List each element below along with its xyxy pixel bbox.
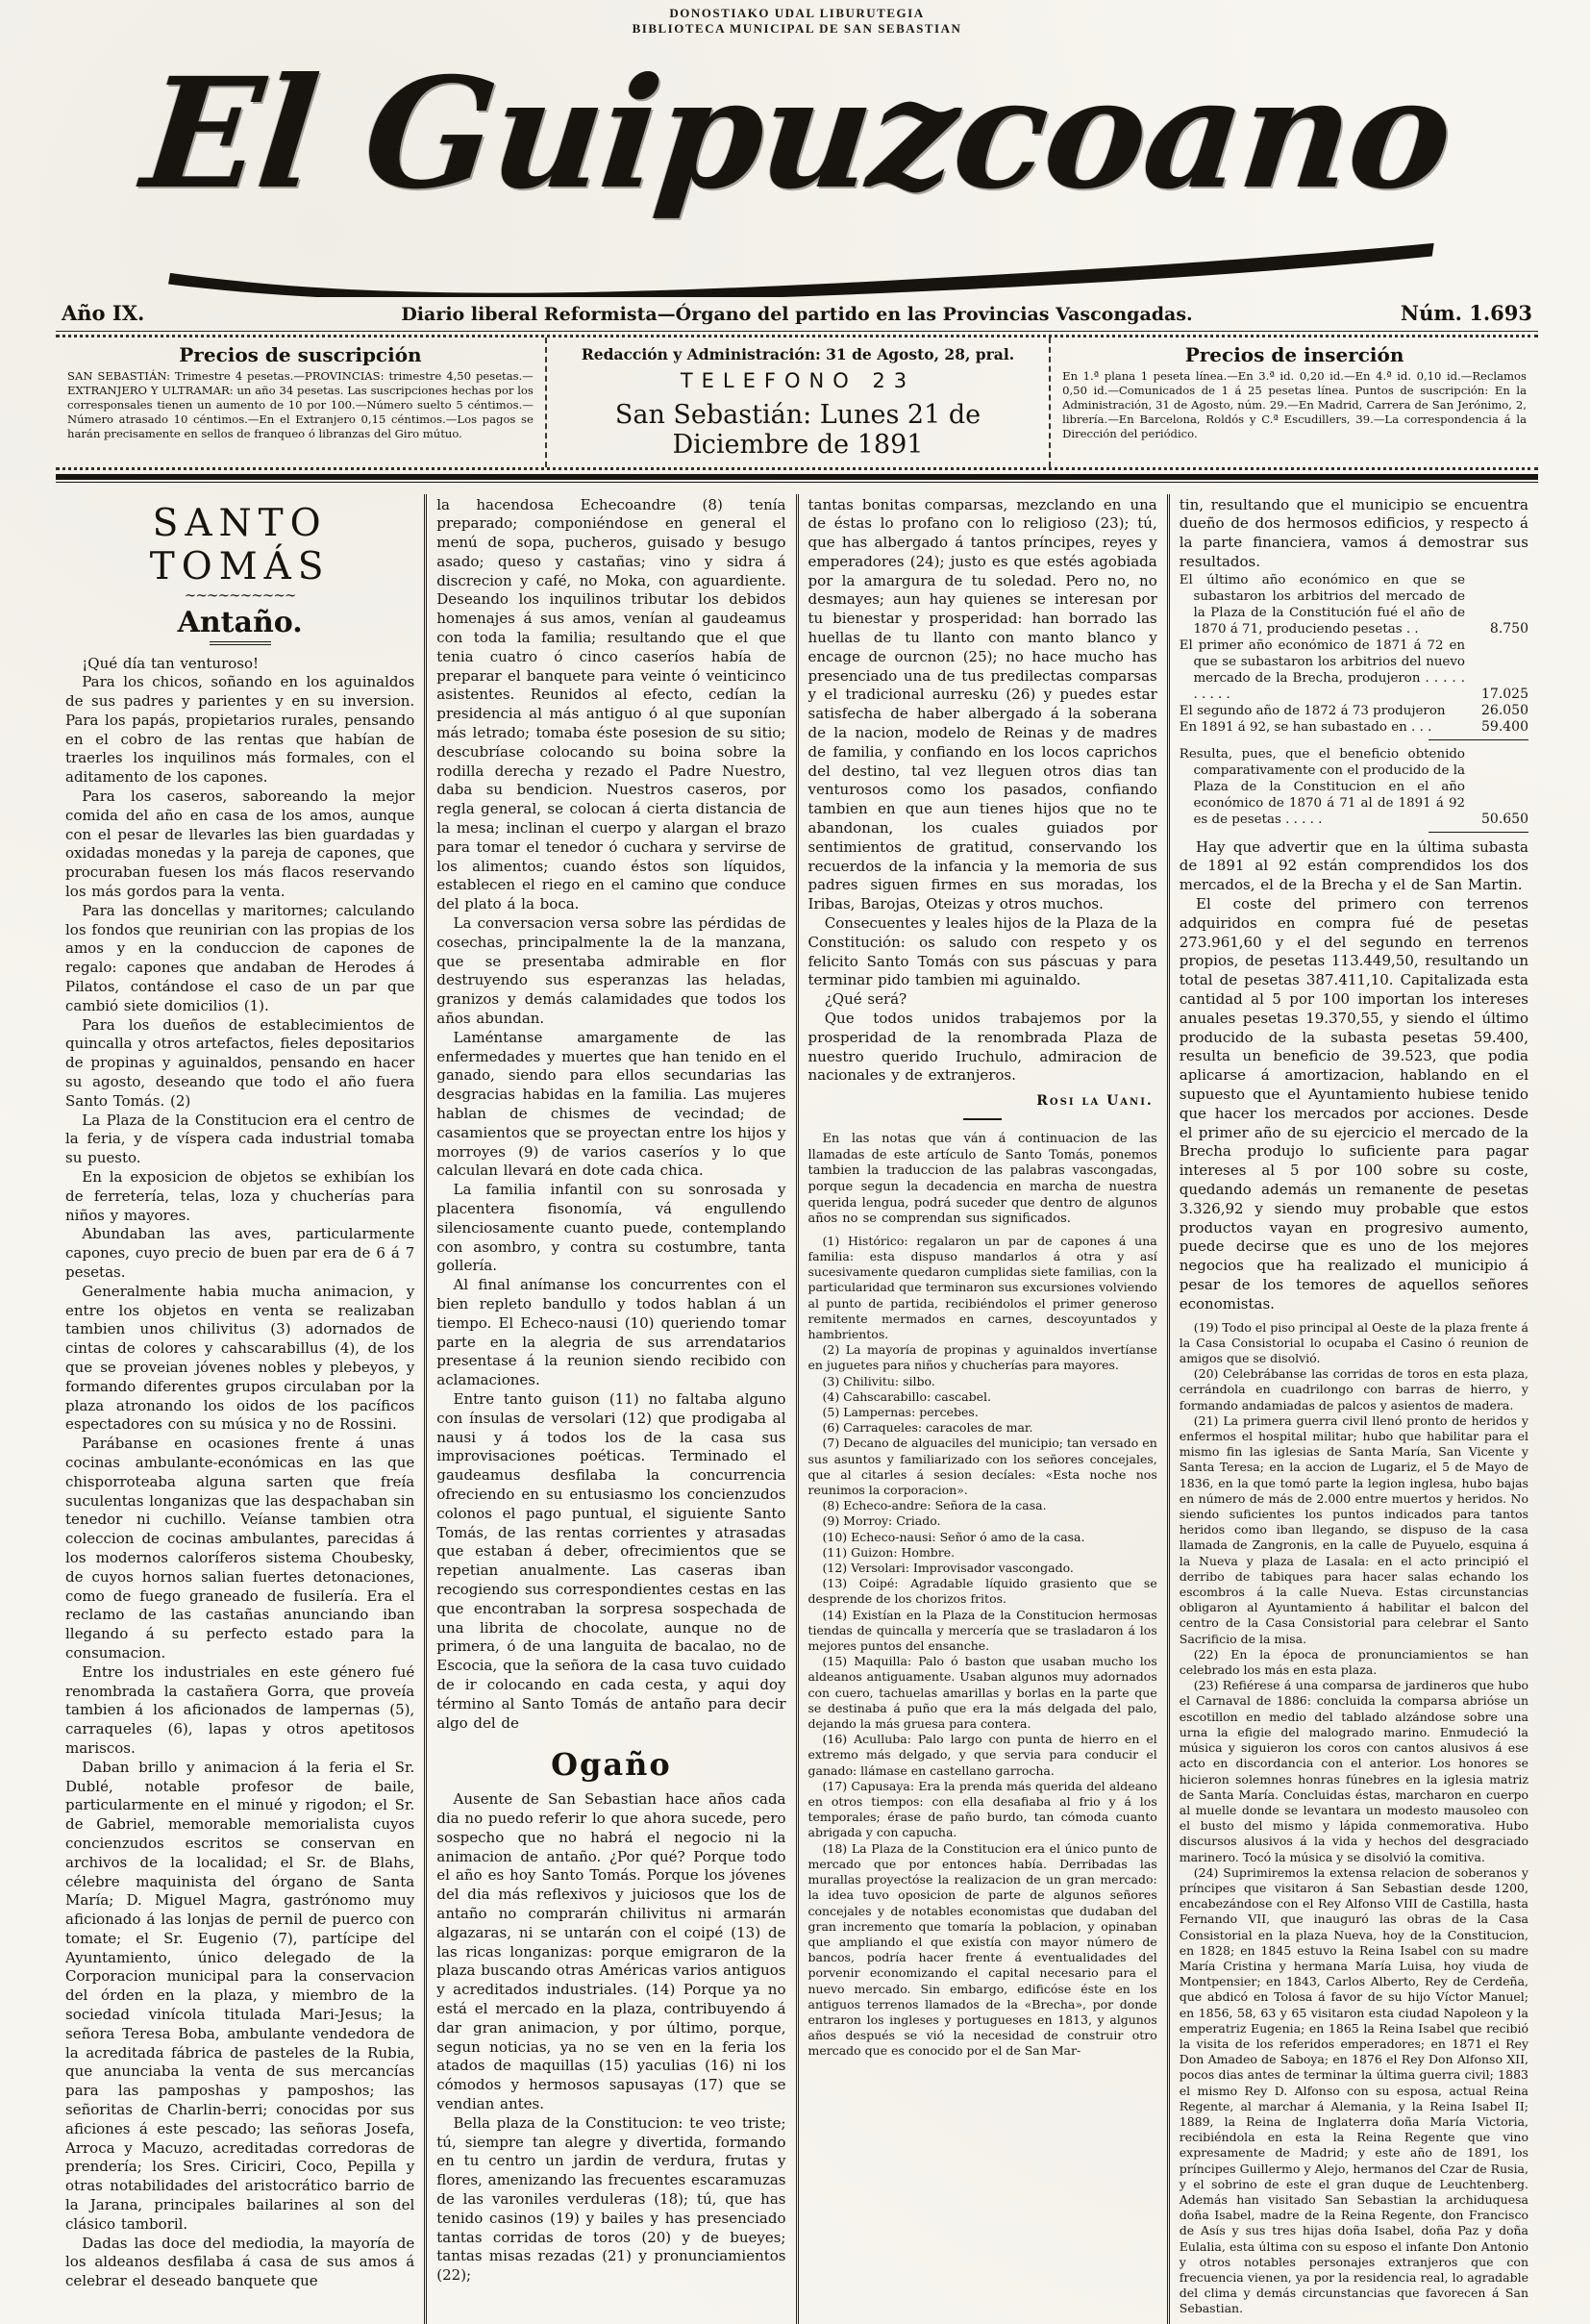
article-paragraph: El coste del primero con terrenos adquiridos en compra fué de pesetas 273.961,60 y el del segundo en terrenos propios, de pesetas 113.449,50, resultando un total de pesetas 387.411,10. Capitalizada esta cantidad al 5 por 100 importan los intereses anuales pesetas 19.370,55, y siendo el último producido de la subasta pesetas 59.400, resulta un beneficio de 39.523, que podia aplicarse á amortizacion, hablando en el supuesto que el Ayuntamiento hubiese tenido que hacer los mercados por acciones. Desde el primer año de su ejercicio el mercado de la Brecha produjo lo suficiente para pagar intereses al 5 por 100 sobre su coste, quedando además un remanente de pesetas 3.326,92 y siendo muy probable que estos productos vayan en progresivo aumento, puede decirse que es uno de los mejores negocios que ha realizado el municipio á pesar de los temores de aquellos señores economistas.: [1179, 895, 1528, 1312]
ledger-amount: 59.400: [1481, 718, 1528, 735]
masthead-rule-thin: [56, 482, 1538, 483]
footnote: (12) Versolari: Improvisador vascongado.: [822, 1561, 1074, 1576]
article-paragraph: Dadas las doce del mediodia, la mayoría de los aldeanos desfilaba á casa de sus amos á celebrar el deseado banquete que: [65, 2234, 415, 2290]
section-heading-ogano: Ogaño: [551, 1746, 672, 1784]
footnote: (11) Guizon: Hombre.: [822, 1544, 956, 1560]
column-4: [1167, 494, 1538, 2324]
header-boxes: [56, 335, 1538, 470]
library-stamp: [56, 6, 1538, 37]
article-paragraph: Parábanse en ocasiones frente á unas cocinas ambulante-económicas en las que chisporroteaba alguna sarten que freía suculentas longanizas que las despachaban sin tenedor ni cuchillo. Veíanse tambien otra coleccion de cocinas ambulantes, parecidas á los modernos caloríferos sistema Choubesky, de cuyos hornos salian fuertes detonaciones, como de fuego graneado de fusilería. Era el reclamo de las castañas anunciando iban llegando á su perfecto estado para la consumacion.: [65, 1435, 415, 1662]
article-paragraph: Al final anímanse los concurrentes con el bien repleto bandullo y todos hablan á un tiempo. El Echeco-nausi (10) queriendo tomar parte en la alegria de sus arrendatarios presentase á la reunion siendo recibido con aclamaciones.: [436, 1276, 786, 1389]
footnote: (24) Suprimiremos la extensa relacion de soberanos y príncipes que visitaron á San Sebastian desde 1200, encabezándose con el Rey Alfonso VIII de Castilla, hasta Fernando VII, que inauguró las obras de la Casa Consistorial en la plaza Nueva, hoy de la Constitucion, en 1828; en 1845 estuvo la Reina Isabel con su madre María Cristina y hermana María Luisa, hoy viuda de Montpensier; en 1843, Carlos Alberto, Rey de Cerdeña, que abdicó en Tolosa á favor de su hijo Víctor Manuel; en 1856, 58, 63 y 65 visitaron esta ciudad Napoleon y la emperatriz Eugenia; en 1865 la Reina Isabel que recibió la visita de los referidos emperadores; en 1871 el Rey Don Amadeo de Saboya; en 1876 el Rey Don Alfonso XII, pocos dias antes de terminar la última guerra civil; 1883 el mismo Rey D. Alfonso con su esposa, actual Reina Regente, al marchar á Alemania, y la Reina Isabel II; 1889, la Reina de Inglaterra doña María Victoria, recibiéndola en esta la Reina Regente que vino expresamente de Madrid; y este año de 1891, los príncipes Guillermo y Alejo, hermanos del Czar de Rusia, y el sobrino de este el gran duque de Leuchtenberg. Además han visitado San Sebastian la archiduquesa doña Isabel, madre de la Reina Regente, don Francisco de Asís y sus tres hijas doña Isabel, doña Paz y doña Eulalia, esta última con su esposo el infante Don Antonio y otros notables personajes extranjeros que con frecuencia vienen, ya por la residencia real, lo agradable del clima y demás circunstancias que favorecen á San Sebastian.: [1179, 1864, 1528, 2316]
article-paragraph: Daban brillo y animacion á la feria el Sr. Dublé, notable profesor de baile, particularmente en el minué y rigodon; el Sr. de Gabriel, memorable memorialista cuyos concienzudos escritos se conservan en archivos de la localidad; el Sr. de Blahs, célebre maquinista del órgano de Santa María; D. Miguel Magra, gastrónomo muy aficionado á las lonjas de pernil de puerco con tomate; el Sr. Eugenio (7), partícipe del Ayuntamiento, único delegado de la Corporacion municipal para la conservacion del órden en la plaza, y miembro de la sociedad vinícola titulada Mari-Jesus; la señora Teresa Boba, ambulante vendedora de la acreditada fábrica de pasteles de la Rubia, que anunciaba la venta de sus mercancías para las pamposhas y pamposhos; las señoritas de Charlin-berri; conocidas por sus aficiones á este pescado; las señoras Josefa, Arroca y Macuzo, acreditadas corredoras de prendería; los Sres. Ciriciri, Coco, Pepilla y otras notabilidades del aristocrático barrio de la Jarana, principales bailarines al son del clásico tamboril.: [65, 1758, 415, 2233]
article-paragraph: Para los caseros, saboreando la mejor comida del año en casa de los amos, aunque con el pesar de llevarles las bien guardadas y oxidadas monedas y la pareja de capones, que procuraban fuesen los más flacos reservando los más gordos para la venta.: [65, 787, 415, 901]
article-paragraph: Entre tanto guison (11) no faltaba alguno con ínsulas de versolari (12) que prodigaba al nausi y á todos los de la casa sus improvisaciones poéticas. Terminado el gaudeamus desfilaba la concurrencia ofreciendo en su entusiasmo los concienzudos colonos el pago puntual, el siguiente Santo Tomás, de las rentas corrientes y atrasadas que estaban á deber, ofrecimientos que se repetian anualmente. Las caseras iban recogiendo sus correspondientes cestas en las que encontraban la sorpresa sospechada de una librita de chocolate, aunque no de primera, ó de una languita de bacalao, no de Escocia, que la señora de la casa tuvo cuidado de ir colocando en cada cesta, y aqui doy término al Santo Tomás de antaño para decir algo del de: [436, 1389, 786, 1732]
article-paragraph: Para los chicos, soñando en los aguinaldos de sus padres y parientes y en su inversion. Para los papás, propietarios rurales, pensando en el cobro de las rentas que habían de traerles los inquilinos más formales, con el aditamento de los capones.: [65, 673, 415, 787]
article-paragraph: la hacendosa Echecoandre (8) tenía preparado; componiéndose en general el menú de sopa, pucheros, guisado y besugo asado; queso y castañas; vino y sidra á discrecion y café, no Moka, con aguardiente. Deseando los inquilinos tributar los debidos homenajes á sus amos, venían al gaudeamus con toda la familia; resultando que el que tenia cuatro ó cinco caseríos había de preparar el banquete para veinte ó veinticinco asistentes. Reunidos al efecto, cedían la presidencia al más antiguo ó al que suponían más letrado; tomaba éste posesion de su sitio; descubríase colocando su boina sobre la rodilla derecha y rezado el Padre Nuestro, daba su bendicion. Nuestros caseros, por regla general, se colocan á cierta distancia de la mesa; inclinan el cuerpo y alargan el brazo para tomar el tenedor ó cuchara y servirse de los alimentos; cuando éstos son líquidos, establecen el riego en el camino que conduce del plato á la boca.: [436, 495, 786, 913]
section-divider: [963, 1118, 1002, 1120]
article-paragraph: Generalmente habia mucha animacion, y entre los objetos en venta se realizaban tambien unos chilivitus (3) adornados de cintas de colores y cahscarabillus (4), de los que se proveian jóvenes nobles y plebeyos, y formando diferentes grupos circulaban por la plaza atronando los oidos de los pacíficos espectadores con su música y no de Rossini.: [65, 1282, 415, 1434]
ledger-text: Resulta, pues, que el beneficio obtenido comparativamente con el producido de la Plaza de la Constitucion en el año económico de 1870 á 71 al de 1891 á 92 es de pesetas . . . . .: [1179, 746, 1465, 827]
ledger-result: [1180, 746, 1528, 828]
ledger-text: El último año económico en que se subastaron los arbitrios del mercado de la Plaza de la Constitución fué el año de 1870 á 71, produciendo pesetas . .: [1179, 572, 1465, 637]
footnotes-block-2: [1180, 1320, 1528, 2317]
footnote: (20) Celebrábanse las corridas de toros en esta plaza, cerrándola en cuadrilongo con barras de hierro, y formando andamiadas de palcos y asientos de madera.: [1179, 1366, 1528, 1412]
ledger-amount: 26.050: [1481, 702, 1528, 718]
admin-box: [545, 337, 1049, 467]
title-flourish-ornament: [142, 241, 1443, 297]
market-revenue-ledger: [1180, 572, 1528, 736]
stamp-line-2: BIBLIOTECA MUNICIPAL DE SAN SEBASTIAN: [632, 21, 962, 37]
col3-body: [808, 496, 1157, 1087]
article-paragraph: Que todos unidos trabajemos por la prosperidad de la renombrada Plaza de nuestro querido Iruchulo, admiracion de nacionales y de extranjeros.: [807, 1010, 1157, 1085]
column-1: [56, 494, 424, 2324]
article-paragraph: Abundaban las aves, particularmente capones, cuyo precio de buen par era de 6 á 7 pesetas.: [65, 1225, 415, 1281]
col1-body: [65, 655, 414, 2292]
footnote: (14) Existían en la Plaza de la Constitucion hermosas tiendas de quincalla y mercería que se trasladaron á los mejores puntos del ensanche.: [807, 1607, 1157, 1654]
ledger-result-rule: [1429, 832, 1528, 833]
article-paragraph: ¡Qué día tan venturoso!: [82, 654, 260, 672]
subhead-rule: [210, 641, 271, 645]
ledger-text: El segundo año de 1872 á 73 produjeron: [1179, 703, 1446, 718]
article-paragraph: ¿Qué será?: [824, 990, 907, 1009]
footnote: (22) En la época de pronunciamientos se han celebrado los más en esta plaza.: [1179, 1646, 1528, 1678]
col2-body-bottom: [436, 1790, 785, 2286]
subscription-body: SAN SEBASTIÁN: Trimestre 4 pesetas.—PROVINCIAS: trimestre 4,50 pesetas.—EXTRANJERO Y ULTRAMAR: un año 34 pesetas. Las suscripciones hechas por los corresponsales tienen un aumento de 10 por 100.—Número suelto 5 céntimos.—Número atrasado 10 céntimos.—En el Extranjero 0,15 céntimos.—Los pagos se harán precisamente en sellos de franqueo ó libranzas del Giro mútuo.: [67, 368, 534, 440]
article-paragraph: En la exposicion de objetos se exhibían los de ferretería, telas, loza y chucherías para niños y mayores.: [65, 1168, 415, 1224]
footnote: (23) Refiérese á una comparsa de jardineros que hubo el Carnaval de 1886: concluida la comparsa abrióse un escotillon en medio del tablado alzándose sobre una urna la efigie del malogrado marino. Enmudeció la música y siguieron los coros con cantos alusivos á ese acto en discordancia con el anterior. Los honores se hicieron solemnes honras fúnebres en la iglesia matriz de Santa María. Concluidas éstas, marcharon en cuerpo al muelle donde se levantara un modesto mausoleo con el busto del mismo y lápida conmemorativa. Hubo discursos alusivos á la vida y hechos del desgraciado marinero. Tocó la música y se disolvió la comitiva.: [1179, 1678, 1528, 1864]
footnote: (18) La Plaza de la Constitucion era el único punto de mercado que por entonces había. Derribadas las murallas proyectóse la realizacion de un gran mercado: la idea tuvo oposicion de parte de algunos señores concejales y de notables economistas que dudaban del gran incremento que tomaría la poblacion, y opinaban que ampliando el que existía con mayor número de bancos, podría hacer frente á eventualidades del porvenir economizando el capital necesario para el nuevo mercado. Sin embargo, edificóse éste en los antiguos terrenos llamados de la «Brecha», por donde entraron los ingleses y portugueses en 1813, y algunos años después se vió la necesidad de construir otro mercado que es conocido por el de San Mar-: [807, 1840, 1157, 2059]
footnote: (5) Lampernas: percebes.: [822, 1405, 979, 1419]
year-label: Año IX.: [62, 300, 145, 325]
translator-note: [808, 1132, 1157, 1228]
article-paragraph: Laméntanse amargamente de las enfermedades y muertes que han tenido en el ganado, siendo para ellos secundarias las desgracias habidas en la familia. Las mujeres hablan de chismes de vecindad; de casamientos que se proyectan entre los hijos y morroyes (9) de varios caseríos y lo que calculan llevará en dote cada chica.: [436, 1028, 786, 1180]
note-paragraph: En las notas que ván á continuacion de las llamadas de este artículo de Santo Tomás, ponemos tambien la traduccion de las palabras vascongadas, porque segun la decadencia en marcha de nuestra querida lengua, podrá suceder que dentro de algunos años no se comprendan sus significados.: [807, 1132, 1157, 1227]
footnote: (2) La mayoría de propinas y aguinaldos invertíanse en juguetes para niños y chucherías para mayores.: [807, 1342, 1157, 1373]
article-headline: SANTO TOMÁS: [149, 501, 331, 588]
article-paragraph: tin, resultando que el municipio se encuentra dueño de dos hermosos edificios, y respecto á la parte financiera, vamos á demostrar sus resultados.: [1179, 495, 1528, 570]
footnote: (1) Histórico: regalaron un par de capones á una familia: esta dispuso mandarlos á otra y así sucesivamente quedaron cumplidas siete familias, con la particularidad que terminaron sus excursiones volviendo al punto de partida, recibiéndolos el primer generoso remitente mermados en carnes, descoyuntados y hambrientos.: [807, 1233, 1157, 1341]
footnote: (19) Todo el piso principal al Oeste de la plaza frente á la Casa Consistorial lo ocupaba el Casino ó reunion de amigos que se disolvió.: [1179, 1319, 1528, 1366]
admin-address: Redacción y Administración: 31 de Agosto, 28, pral.: [581, 344, 1015, 363]
issue-number: Núm. 1.693: [1400, 300, 1532, 325]
col4-body: [1180, 838, 1528, 1314]
article-columns: [56, 494, 1538, 2324]
dateline: San Sebastián: Lunes 21 de Diciembre de 1891: [614, 399, 981, 460]
footnote: (6) Carraqueles: caracoles de mar.: [822, 1420, 1033, 1436]
ledger-sum-rule: [1429, 739, 1528, 740]
article-paragraph: Para las doncellas y maritornes; calculando los fondos que reunirian con las propias de los amos y en la conduccion de capones de regalo: capones que andaban de Herodes á Pilatos, contándose el caso de un par que cambió siete domicilios (1).: [65, 901, 415, 1014]
article-paragraph: La Plaza de la Constitucion era el centro de la feria, y de víspera cada industrial tomaba su puesto.: [65, 1111, 415, 1167]
ledger-result-row: [1180, 746, 1528, 828]
footnote: (17) Capusaya: Era la prenda más querida del aldeano en otros tiempos: con ella desafiaba al frio y á los temporales; érase de paño burdo, tan cómoda cuanto abrigada y con capucha.: [807, 1778, 1157, 1840]
insertion-box: [1049, 337, 1538, 467]
article-paragraph: tantas bonitas comparsas, mezclando en una de éstas lo profano con lo religioso (23); tú, que has albergado á tantos príncipes, reyes y emperadores (24); justo es que estés agobiada por la amargura de tu soledad. Pero no, no desmayes; aun hay quienes se interesan por tu bienestar y prosperidad: han borrado las huellas de tu llanto con manto blanco y encage de ourcnon (25); no hace mucho has presenciado una de tus predilectas comparsas y el tradicional aurresku (26) y puedes estar satisfecha de haber albergado á la soberana de la nacion, modelo de Reinas y de madres de familia, y confiando en los locos caprichos del destino, tal vez lleguen otros dias tan venturosos como los pasados, confiando tambien en que aun tienes hijos que no te abandonan, los cuales guiados por sentimientos de gratitud, conservando los recuerdos de la infancia y la memoria de sus padres siguen firmes en sus moradas, los Iribas, Barojas, Oteizas y otros muchos.: [807, 495, 1157, 913]
subscription-title: Precios de suscripción: [179, 342, 422, 366]
ledger-text: En 1891 á 92, se han subastado en . . .: [1179, 719, 1432, 735]
footnote: (10) Echeco-nausi: Señor ó amo de la casa.: [822, 1529, 1085, 1544]
paper-subtitle: Diario liberal Reformista—Órgano del partido en las Provincias Vascongadas.: [401, 303, 1193, 325]
footnote: (13) Coipé: Agradable líquido grasiento que se desprende de los chorizos fritos.: [807, 1576, 1157, 1607]
col2-body-top: [436, 496, 785, 1734]
article-paragraph: Bella plaza de la Constitucion: te veo triste; tú, siempre tan alegre y divertida, formando en tu centro un jardin de verdura, frutas y flores, amenizando las frecuentes escaramuzas de las varoniles verduleras (18); tú, que has tenido casinos (19) y bailes y has presenciado tantas corridas de toros (20) y de bueyes; tantas misas rezadas (21) y pronunciamientos (22);: [436, 2113, 786, 2285]
footnote: (7) Decano de alguaciles del municipio; tan versado en sus asuntos y familiarizado con los señores concejales, que al citarles á sesion decíales: «Esta noche nos reunimos la corporacion».: [807, 1436, 1157, 1498]
article-paragraph: La conversacion versa sobre las pérdidas de cosechas, principalmente la de la manzana, que se presentaba admirable en flor destruyendo sus esperanzas las heladas, granizos y demás calamidades que todos los años abundan.: [436, 914, 786, 1028]
article-paragraph: Hay que advertir que en la última subasta de 1891 al 92 están comprendidos los dos mercados, el de la Brecha y el de San Martin.: [1179, 837, 1528, 894]
footnote: (15) Maquilla: Palo ó baston que usaban mucho los aldeanos antiguamente. Usaban algunos muy adornados con cuero, tachuelas amarillas y borlas en la parte que se destinaba á puño que era la más delgada del palo, dejando la más gruesa para contera.: [807, 1654, 1157, 1732]
footnote: (16) Aculluba: Palo largo con punta de hierro en el extremo más delgado, y que servia para conducir el ganado: llámase en castellano garrocha.: [807, 1732, 1157, 1778]
article-paragraph: Para los dueños de establecimientos de quincalla y otros artefactos, fieles depositarios de propinas y aguinaldos, pensando en hacer su agosto, deseando que todo el año fuera Santo Tomás. (2): [65, 1015, 415, 1110]
section-heading-antano: Antaño.: [177, 605, 303, 639]
footnote: (8) Echeco-andre: Señora de la casa.: [822, 1498, 1047, 1513]
ledger-amount: 8.750: [1489, 620, 1528, 637]
article-paragraph: Entre los industriales en este género fué renombrada la castañera Gorra, que proveía tambien á los aficionados de lampernas (5), carraqueles (6), lapas y otros apetitosos mariscos.: [65, 1662, 415, 1757]
ledger-row: [1180, 719, 1528, 736]
article-paragraph: Consecuentes y leales hijos de la Plaza de la Constitución: os saludo con respeto y os felicito Santo Tomás con sus páscuas y para terminar pido tambien mi aguinaldo.: [807, 914, 1157, 989]
telephone-number: TELEFONO 23: [680, 368, 916, 392]
footnotes-block-1: [808, 1234, 1157, 2060]
insertion-body: En 1.ª plana 1 peseta línea.—En 3.ª id. 0,20 id.—En 4.ª id. 0,10 id.—Reclamos 0,50 id.—Comunicados de 1 á 25 pesetas línea. Puntos de suscripción: En la Administración, 31 de Agosto, núm. 29.—En Madrid, Carrera de San Jerónimo, 2, librería.—En Barcelona, Roldós y C.ª Escudillers, 39.—La correspondencia á la Dirección del periódico.: [1062, 368, 1527, 440]
stamp-line-1: DONOSTIAKO UDAL LIBURUTEGIA: [669, 6, 925, 20]
ledger-row: [1180, 572, 1528, 637]
footnote: (9) Morroy: Criado.: [822, 1513, 941, 1529]
newspaper-title: El Guipuzcoano: [136, 44, 1459, 223]
column-2: [424, 494, 795, 2324]
article-paragraph: Ausente de San Sebastian hace años cada dia no puedo referir lo que ahora sucede, pero sospecho que no habrá el negocio ni la animacion de antaño. ¿Por qué? Porque todo el año es hoy Santo Tomás. Porque los jóvenes del dia más reflexivos y juiciosos que los de antaño no comprarán chilivitus ni armarán algazaras, ni se untarán con el coipé (13) de las ricas longanizas: porque emigraron de la plaza buscando otras Américas varios antiguos y acreditados industriales. (14) Porque ya no está el mercado en la plaza, contribuyendo á dar gran animacion, y por último, porque, segun noticias, ya no se ven en la feria los atados de maquillas (15) yaculias (16) ni los cómodos y hermosos sapusayas (17) que se vendian antes.: [436, 1790, 786, 2113]
subscription-box: [56, 337, 545, 467]
col4-opening: [1180, 496, 1528, 572]
edition-info-row: [56, 299, 1538, 332]
footnote: (3) Chilivitu: silbo.: [822, 1373, 935, 1388]
ledger-amount: 50.650: [1481, 811, 1528, 827]
headline-ornament: ∼∼∼∼∼∼∼∼∼∼: [184, 586, 296, 604]
ledger-row: [1180, 637, 1528, 703]
masthead-rule-thick: [56, 474, 1538, 480]
footnote: (4) Cahscarabillo: cascabel.: [822, 1388, 991, 1404]
ledger-text: El primer año económico de 1871 á 72 en que se subastaron los arbitrios del nuevo mercado de la Brecha, produjeron . . . . . . . . . .: [1179, 637, 1465, 702]
author-signature: Rosi la Uani.: [1036, 1093, 1154, 1110]
column-3: [796, 494, 1167, 2324]
masthead: [56, 37, 1538, 295]
insertion-title: Precios de inserción: [1184, 342, 1404, 366]
article-paragraph: La familia infantil con su sonrosada y placentera fisonomía, vá engullendo silenciosamente cuanto puede, contemplando con asombro, y contra su costumbre, tanta gollería.: [436, 1181, 786, 1275]
footnote: (21) La primera guerra civil llenó pronto de heridos y enfermos el hospital militar; hubo que habilitar para el mismo fin las iglesias de Santa María, San Vicente y Santa Teresa; en la accion de Lugariz, el 5 de Mayo de 1836, en la que tomó parte la legion inglesa, hubo bajas en número de más de 2.000 entre muertos y heridos. No siendo suficientes los puntos indicados para tantos heridos como iban llegando, se dispuso de la casa llamada de Zangronis, en la calle de Puyuelo, esquina á la Nueva y plaza de Lasala: en el acto principió el derribo de tabiques para hacer salas echando los escombros á la calle Nueva. Estas circunstancias obligaron al Ayuntamiento á habilitar el balcon del centro de la Casa Consistorial para celebrar el Santo Sacrificio de la misa.: [1179, 1412, 1528, 1646]
ledger-amount: 17.025: [1481, 686, 1528, 702]
ledger-row: [1180, 703, 1528, 719]
